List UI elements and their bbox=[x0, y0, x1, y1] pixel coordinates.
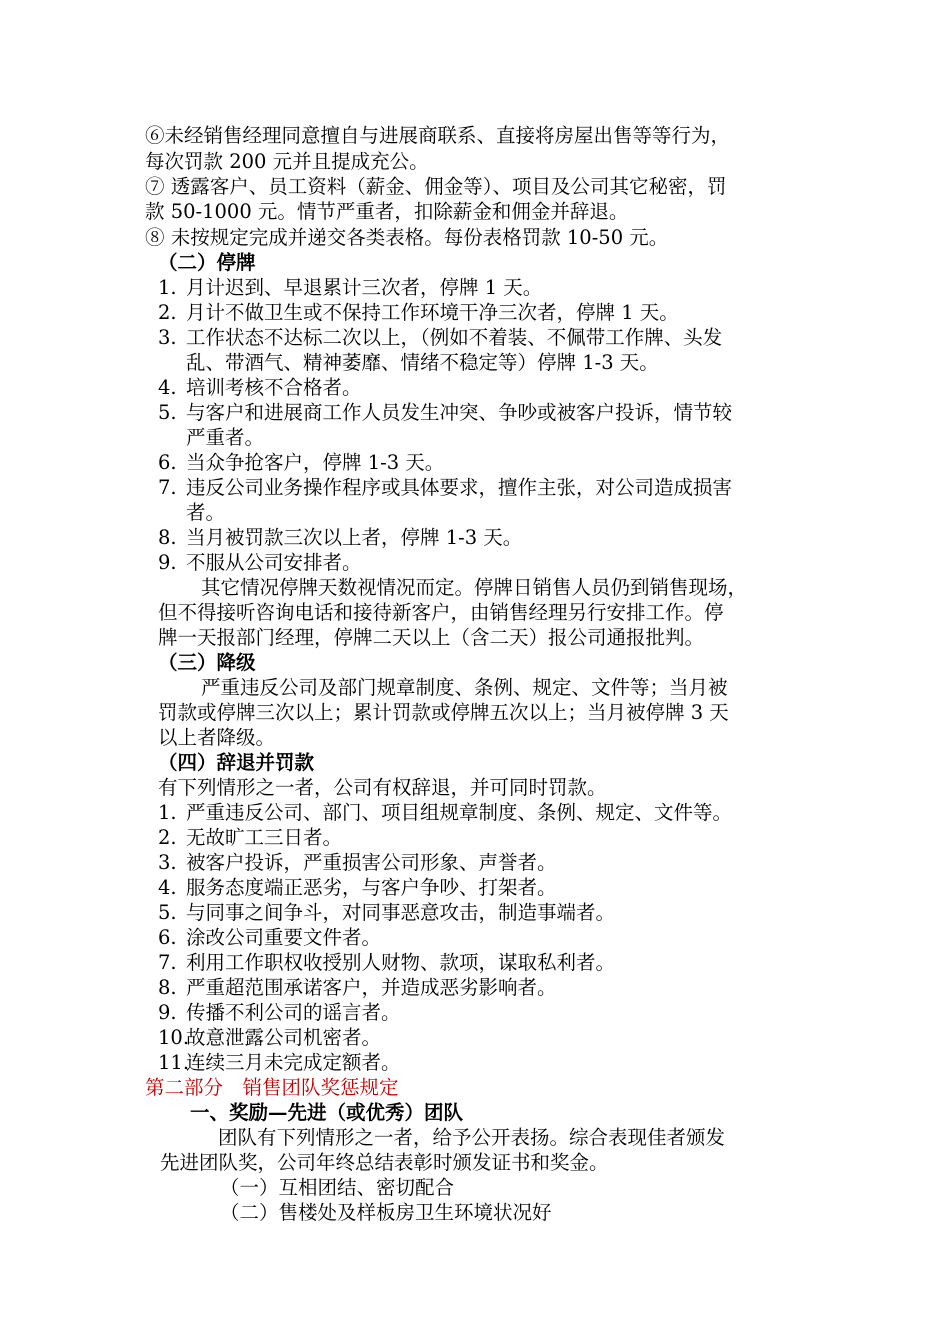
demotion-paragraph-line-1: 严重违反公司及部门规章制度、条例、规定、文件等；当月被 bbox=[201, 676, 728, 699]
list-text: 不服从公司安排者。 bbox=[186, 551, 362, 574]
list-number: 7. bbox=[158, 476, 177, 499]
list-number: 10. bbox=[158, 1026, 190, 1049]
suspension-paragraph-line-1: 其它情况停牌天数视情况而定。停牌日销售人员仍到销售现场， bbox=[201, 576, 748, 599]
list-number: 4. bbox=[158, 376, 177, 399]
list-number: 6. bbox=[158, 926, 177, 949]
dismissal-item bbox=[158, 850, 557, 875]
list-number: 1. bbox=[158, 276, 177, 299]
list-text: 连续三月未完成定额者。 bbox=[186, 1051, 401, 1074]
dismissal-item bbox=[158, 925, 381, 950]
subsection-heading: 一、奖励—先进（或优秀）团队 bbox=[190, 1101, 464, 1124]
list-number: 9. bbox=[158, 1001, 177, 1024]
list-number: 1. bbox=[158, 801, 177, 824]
list-number: 4. bbox=[158, 876, 177, 899]
suspension-item bbox=[158, 300, 679, 325]
dismissal-item bbox=[158, 950, 615, 975]
item-7-line-2: 款 50-1000 元。情节严重者，扣除薪金和佣金并辞退。 bbox=[145, 200, 629, 223]
item-7-line-1: ⑦ 透露客户、员工资料（薪金、佣金等）、项目及公司其它秘密，罚 bbox=[145, 175, 727, 198]
dismissal-item bbox=[158, 875, 557, 900]
suspension-item bbox=[158, 475, 732, 500]
list-text: 培训考核不合格者。 bbox=[186, 376, 362, 399]
part-heading: 第二部分 销售团队奖惩规定 bbox=[145, 1076, 399, 1099]
list-text: 服务态度端正恶劣，与客户争吵、打架者。 bbox=[186, 876, 557, 899]
dismissal-item bbox=[158, 1025, 381, 1050]
list-text: 传播不利公司的谣言者。 bbox=[186, 1001, 401, 1024]
list-text: 当月被罚款三次以上者，停牌 1-3 天。 bbox=[186, 526, 523, 549]
list-number: 2. bbox=[158, 301, 177, 324]
list-text: 无故旷工三日者。 bbox=[186, 826, 343, 849]
dismissal-item bbox=[158, 800, 732, 825]
suspension-item-continuation: 者。 bbox=[186, 501, 226, 524]
suspension-item bbox=[158, 400, 732, 425]
list-text: 与客户和进展商工作人员发生冲突、争吵或被客户投诉，情节较 bbox=[186, 401, 733, 424]
suspension-item-continuation: 严重者。 bbox=[186, 426, 265, 449]
list-number: 8. bbox=[158, 526, 177, 549]
suspension-item bbox=[158, 525, 522, 550]
list-number: 2. bbox=[158, 826, 177, 849]
dismissal-item bbox=[158, 825, 342, 850]
item-8: ⑧ 未按规定完成并递交各类表格。每份表格罚款 10-50 元。 bbox=[145, 226, 669, 249]
suspension-item bbox=[158, 550, 362, 575]
list-number: 3. bbox=[158, 851, 177, 874]
list-number: 11. bbox=[158, 1051, 190, 1074]
list-text: 与同事之间争斗，对同事恶意攻击，制造事端者。 bbox=[186, 901, 616, 924]
suspension-item bbox=[158, 450, 444, 475]
list-number: 5. bbox=[158, 401, 177, 424]
suspension-paragraph-line-2: 但不得接听咨询电话和接待新客户，由销售经理另行安排工作。停 bbox=[158, 601, 724, 624]
dismissal-item bbox=[158, 1050, 401, 1075]
list-text: 故意泄露公司机密者。 bbox=[186, 1026, 382, 1049]
list-number: 8. bbox=[158, 976, 177, 999]
list-text: 当众争抢客户，停牌 1-3 天。 bbox=[186, 451, 445, 474]
list-text: 月计不做卫生或不保持工作环境干净三次者，停牌 1 天。 bbox=[186, 301, 679, 324]
list-text: 利用工作职权收授别人财物、款项，谋取私利者。 bbox=[186, 951, 616, 974]
list-number: 3. bbox=[158, 326, 177, 349]
list-text: 涂改公司重要文件者。 bbox=[186, 926, 382, 949]
item-6-line-2: 每次罚款 200 元并且提成充公。 bbox=[145, 150, 429, 173]
list-text: 违反公司业务操作程序或具体要求，擅作主张，对公司造成损害 bbox=[186, 476, 733, 499]
part2-paragraph-line-2: 先进团队奖，公司年终总结表彰时颁发证书和奖金。 bbox=[160, 1151, 609, 1174]
suspension-item bbox=[158, 375, 362, 400]
dismissal-item bbox=[158, 1000, 401, 1025]
item-6-line-1: ⑥未经销售经理同意擅自与进展商联系、直接将房屋出售等等行为， bbox=[145, 124, 731, 147]
list-number: 5. bbox=[158, 901, 177, 924]
part2-paragraph-line-1: 团队有下列情形之一者，给予公开表扬。综合表现佳者颁发 bbox=[218, 1126, 726, 1149]
list-number: 9. bbox=[158, 551, 177, 574]
suspension-item bbox=[158, 325, 722, 350]
demotion-paragraph-line-2: 罚款或停牌三次以上；累计罚款或停牌五次以上；当月被停牌 3 天 bbox=[158, 701, 729, 724]
section-heading-suspension: （二）停牌 bbox=[158, 251, 256, 274]
demotion-paragraph-line-3: 以上者降级。 bbox=[158, 726, 276, 749]
part2-criterion: （一）互相团结、密切配合 bbox=[220, 1176, 455, 1199]
suspension-item-continuation: 乱、带酒气、精神萎靡、情绪不稳定等）停牌 1-3 天。 bbox=[186, 351, 659, 374]
list-number: 7. bbox=[158, 951, 177, 974]
list-text: 工作状态不达标二次以上，（例如不着装、不佩带工作牌、头发 bbox=[186, 326, 723, 349]
dismissal-intro: 有下列情形之一者，公司有权辞退，并可同时罚款。 bbox=[158, 776, 607, 799]
list-text: 严重违反公司、部门、项目组规章制度、条例、规定、文件等。 bbox=[186, 801, 733, 824]
list-number: 6. bbox=[158, 451, 177, 474]
dismissal-item bbox=[158, 900, 615, 925]
list-text: 被客户投诉，严重损害公司形象、声誉者。 bbox=[186, 851, 557, 874]
suspension-paragraph-line-3: 牌一天报部门经理，停牌二天以上（含二天）报公司通报批判。 bbox=[158, 626, 705, 649]
section-heading-dismissal: （四）辞退并罚款 bbox=[158, 751, 315, 774]
part2-criterion: （二）售楼处及样板房卫生环境状况好 bbox=[220, 1201, 552, 1224]
list-text: 严重超范围承诺客户，并造成恶劣影响者。 bbox=[186, 976, 557, 999]
suspension-item bbox=[158, 275, 542, 300]
section-heading-demotion: （三）降级 bbox=[158, 651, 256, 674]
list-text: 月计迟到、早退累计三次者，停牌 1 天。 bbox=[186, 276, 543, 299]
dismissal-item bbox=[158, 975, 557, 1000]
